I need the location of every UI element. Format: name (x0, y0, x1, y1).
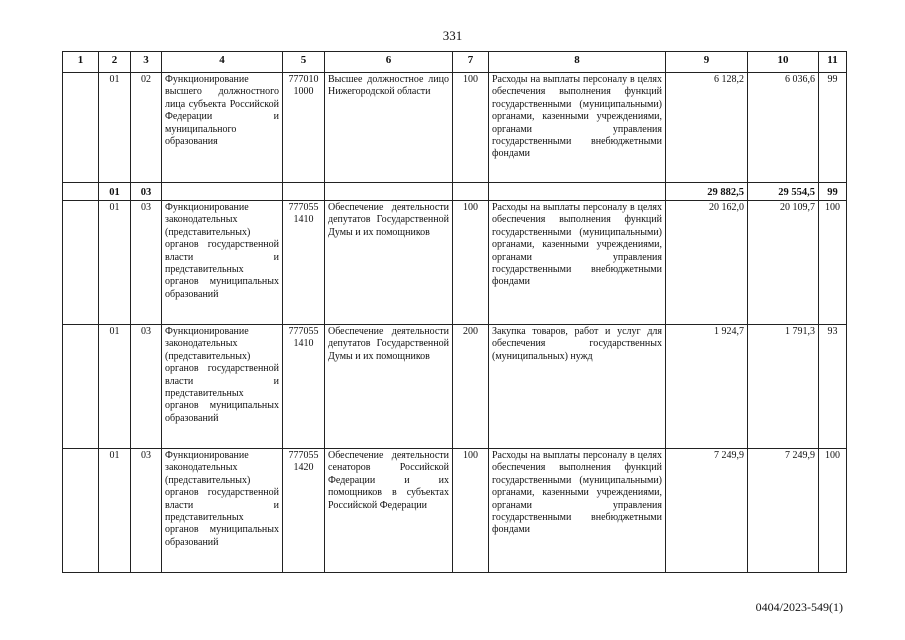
cell-section: 01 (99, 73, 131, 183)
header-col-11: 11 (819, 52, 847, 73)
cell-expense-type: 100 (453, 449, 489, 573)
cell-program-name: Высшее должностное лицо Нижегородской области (325, 73, 453, 183)
cell-section-name: Функционирование высшего должностного лица субъекта Российской Федерации и муниципального образования (162, 73, 283, 183)
cell-program-name: Обеспечение деятельности депутатов Государственной Думы и их помощников (325, 201, 453, 325)
cell-section: 01 (99, 325, 131, 449)
cell-percent: 99 (819, 183, 847, 201)
cell-target-code: 777055 1410 (283, 201, 325, 325)
cell-subsection: 03 (131, 183, 162, 201)
cell-expense-name (489, 183, 666, 201)
header-col-4: 4 (162, 52, 283, 73)
cell-percent: 99 (819, 73, 847, 183)
cell-expense-name: Расходы на выплаты персоналу в целях обеспечения выполнения функций государственными (муниципальными) органами, казенными учреждениями, органами управления государственными внебюджетными фондами (489, 449, 666, 573)
cell-actual: 6 036,6 (748, 73, 819, 183)
cell-plan: 29 882,5 (666, 183, 748, 201)
cell-plan: 20 162,0 (666, 201, 748, 325)
header-col-7: 7 (453, 52, 489, 73)
header-col-8: 8 (489, 52, 666, 73)
cell-plan: 6 128,2 (666, 73, 748, 183)
cell-expense-name: Закупка товаров, работ и услуг для обеспечения государственных (муниципальных) нужд (489, 325, 666, 449)
cell-section-name: Функционирование законодательных (представительных) органов государственной власти и представительных органов муниципальных образований (162, 325, 283, 449)
cell-subsection: 03 (131, 325, 162, 449)
table-row-subtotal (63, 183, 847, 201)
cell-subsection: 03 (131, 201, 162, 325)
cell-actual: 29 554,5 (748, 183, 819, 201)
cell-expense-name: Расходы на выплаты персоналу в целях обеспечения выполнения функций государственными (муниципальными) органами, казенными учреждениями, органами управления государственными внебюджетными фондами (489, 73, 666, 183)
header-col-5: 5 (283, 52, 325, 73)
header-row (63, 52, 847, 73)
header-col-10: 10 (748, 52, 819, 73)
cell-actual: 20 109,7 (748, 201, 819, 325)
cell-section: 01 (99, 183, 131, 201)
cell-expense-type: 200 (453, 325, 489, 449)
budget-execution-table (62, 51, 847, 573)
cell-section-name: Функционирование законодательных (представительных) органов государственной власти и представительных органов муниципальных образований (162, 449, 283, 573)
header-col-6: 6 (325, 52, 453, 73)
cell-target-code: 777010 1000 (283, 73, 325, 183)
header-col-9: 9 (666, 52, 748, 73)
cell-section: 01 (99, 201, 131, 325)
cell-plan: 1 924,7 (666, 325, 748, 449)
cell-plan: 7 249,9 (666, 449, 748, 573)
cell-expense-name: Расходы на выплаты персоналу в целях обеспечения выполнения функций государственными (муниципальными) органами, казенными учреждениями, органами управления государственными внебюджетными фондами (489, 201, 666, 325)
cell-percent: 100 (819, 449, 847, 573)
header-col-2: 2 (99, 52, 131, 73)
cell-section-name: Функционирование законодательных (представительных) органов государственной власти и представительных органов муниципальных образований (162, 201, 283, 325)
cell-actual: 7 249,9 (748, 449, 819, 573)
cell-col-1 (63, 201, 99, 325)
table-row (63, 73, 847, 183)
cell-target-code (283, 183, 325, 201)
table-row (63, 449, 847, 573)
cell-percent: 93 (819, 325, 847, 449)
cell-col-1 (63, 73, 99, 183)
cell-section: 01 (99, 449, 131, 573)
cell-col-1 (63, 449, 99, 573)
cell-expense-type (453, 183, 489, 201)
cell-col-1 (63, 325, 99, 449)
table-row (63, 325, 847, 449)
cell-program-name (325, 183, 453, 201)
cell-section-name (162, 183, 283, 201)
cell-expense-type: 100 (453, 73, 489, 183)
header-col-1: 1 (63, 52, 99, 73)
cell-expense-type: 100 (453, 201, 489, 325)
cell-program-name: Обеспечение деятельности депутатов Государственной Думы и их помощников (325, 325, 453, 449)
header-col-3: 3 (131, 52, 162, 73)
cell-target-code: 777055 1410 (283, 325, 325, 449)
cell-percent: 100 (819, 201, 847, 325)
cell-col-1 (63, 183, 99, 201)
cell-subsection: 02 (131, 73, 162, 183)
cell-program-name: Обеспечение деятельности сенаторов Российской Федерации и их помощников в субъектах Российской Федерации (325, 449, 453, 573)
cell-subsection: 03 (131, 449, 162, 573)
page-number: 331 (442, 28, 463, 43)
cell-target-code: 777055 1420 (283, 449, 325, 573)
cell-actual: 1 791,3 (748, 325, 819, 449)
table-row (63, 201, 847, 325)
document-code: 0404/2023-549(1) (755, 600, 843, 614)
